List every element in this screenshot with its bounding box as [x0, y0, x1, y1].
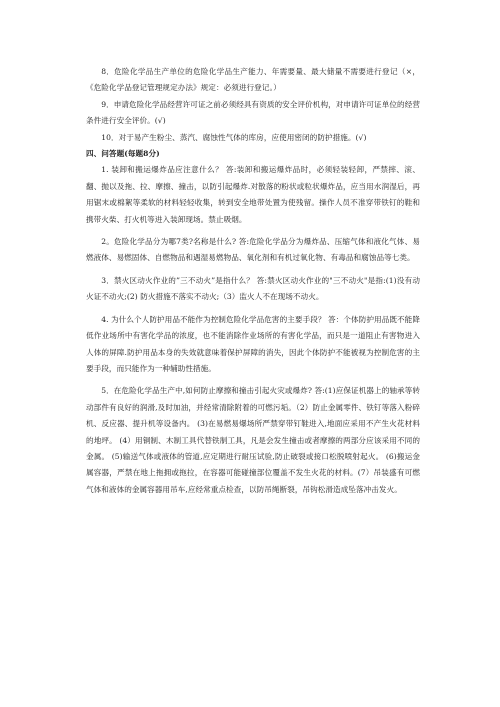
qa-item-2: 2。危险化学品分为哪7类?名称是什么? 答:危险化学品分为爆炸品、压缩气体和液化气体、易燃液体、易燃固体、自燃物品和遇湿易燃物品、氧化剂和有机过氧化物、有毒品和腐蚀品等七类。 — [86, 237, 420, 263]
qa-item-5: 5．在危险化学品生产中,如何防止摩擦和撞击引起火灾或爆炸? 答:(1)应保证机器上的轴承等转动部件有良好的润滑,及时加油，并经常清除附着的可燃污垢。（2）防止金属零件、铁钉等落入粉碎机、反应器、提升机等设备内。 (3)在易燃易爆场所严禁穿带钉鞋进入,地面应采用不产生火花材料的地坪。 (4）用铜制、木制工具代替铁制工具，凡是会发生撞击或者摩擦的两部分应该采用不同的金属。 (5)输送气体或液体的管道,应定期进行耐压试验,防止破裂或接口松脱喷射起火。 (6)搬运金属容器，严禁在地上拖拥或拖拉，在容器可能碰撞部位覆盖不发生火花的材料。(7）吊装盛有可燃气体和液体的金属容器用吊车,应经常重点检查，以防吊绳断裂，吊钩松滑造成坠落冲击发火。 — [86, 386, 420, 494]
true-false-item-10: 10．对于易产生粉尘、蒸汽、腐蚀性气体的库房，应使用密闭的防护措施。(√) — [101, 132, 367, 142]
qa-item-1: 1. 装卸和搬运爆炸品应注意什么？ 答:装卸和搬运爆炸品时，必须轻装轻卸，严禁摔、滚、翻、抛以及拖、拉、摩擦、撞击，以防引起爆炸.对散落的粉状或粒状爆炸品，应当用水润湿后，再用锯末或棉絮等柔软的材料轻轻收集，转到安全地带处置为使残留。操作人员不准穿带铁钉的鞋和携带火柴、打火机等进入装卸现场。禁止吸烟。 — [86, 165, 420, 224]
true-false-item-9: 9．申请危险化学品经营许可证之前必须经具有资质的安全评价机构，对申请许可证单位的经营条件进行安全评价。(√) — [86, 99, 420, 126]
qa-item-4: 4. 为什么个人防护用品不能作为控制危险化学品危害的主要手段？ 答：个体防护用品既不能降低作业场所中有害化学品的浓度，也不能消除作业场所的有害化学品，而只是一道阻止有害物进入人体的屏障.防护用品本身的失效就意味着保护屏障的消失，因此个体防护不能被视为控制危害的主要手段，而只能作为一种辅助性措施。 — [86, 314, 420, 373]
true-false-item-8: 8．危险化学品生产单位的危险化学品生产能力、年需要量、最大储量不需要进行登记（×，《危险化学品登记管理规定办法》规定：必须进行登记。） — [86, 67, 420, 93]
qa-item-3: 3．禁火区动火作业的”三不动火”是指什么？ 答:禁火区动火作业的"三不动火"是指:(1)没有动火证不动火;(2) 防火措施不落实不动火;（3）监火人不在现场不动火。 — [86, 275, 420, 302]
section-heading: 四、问答题(每题8分) — [86, 149, 160, 159]
